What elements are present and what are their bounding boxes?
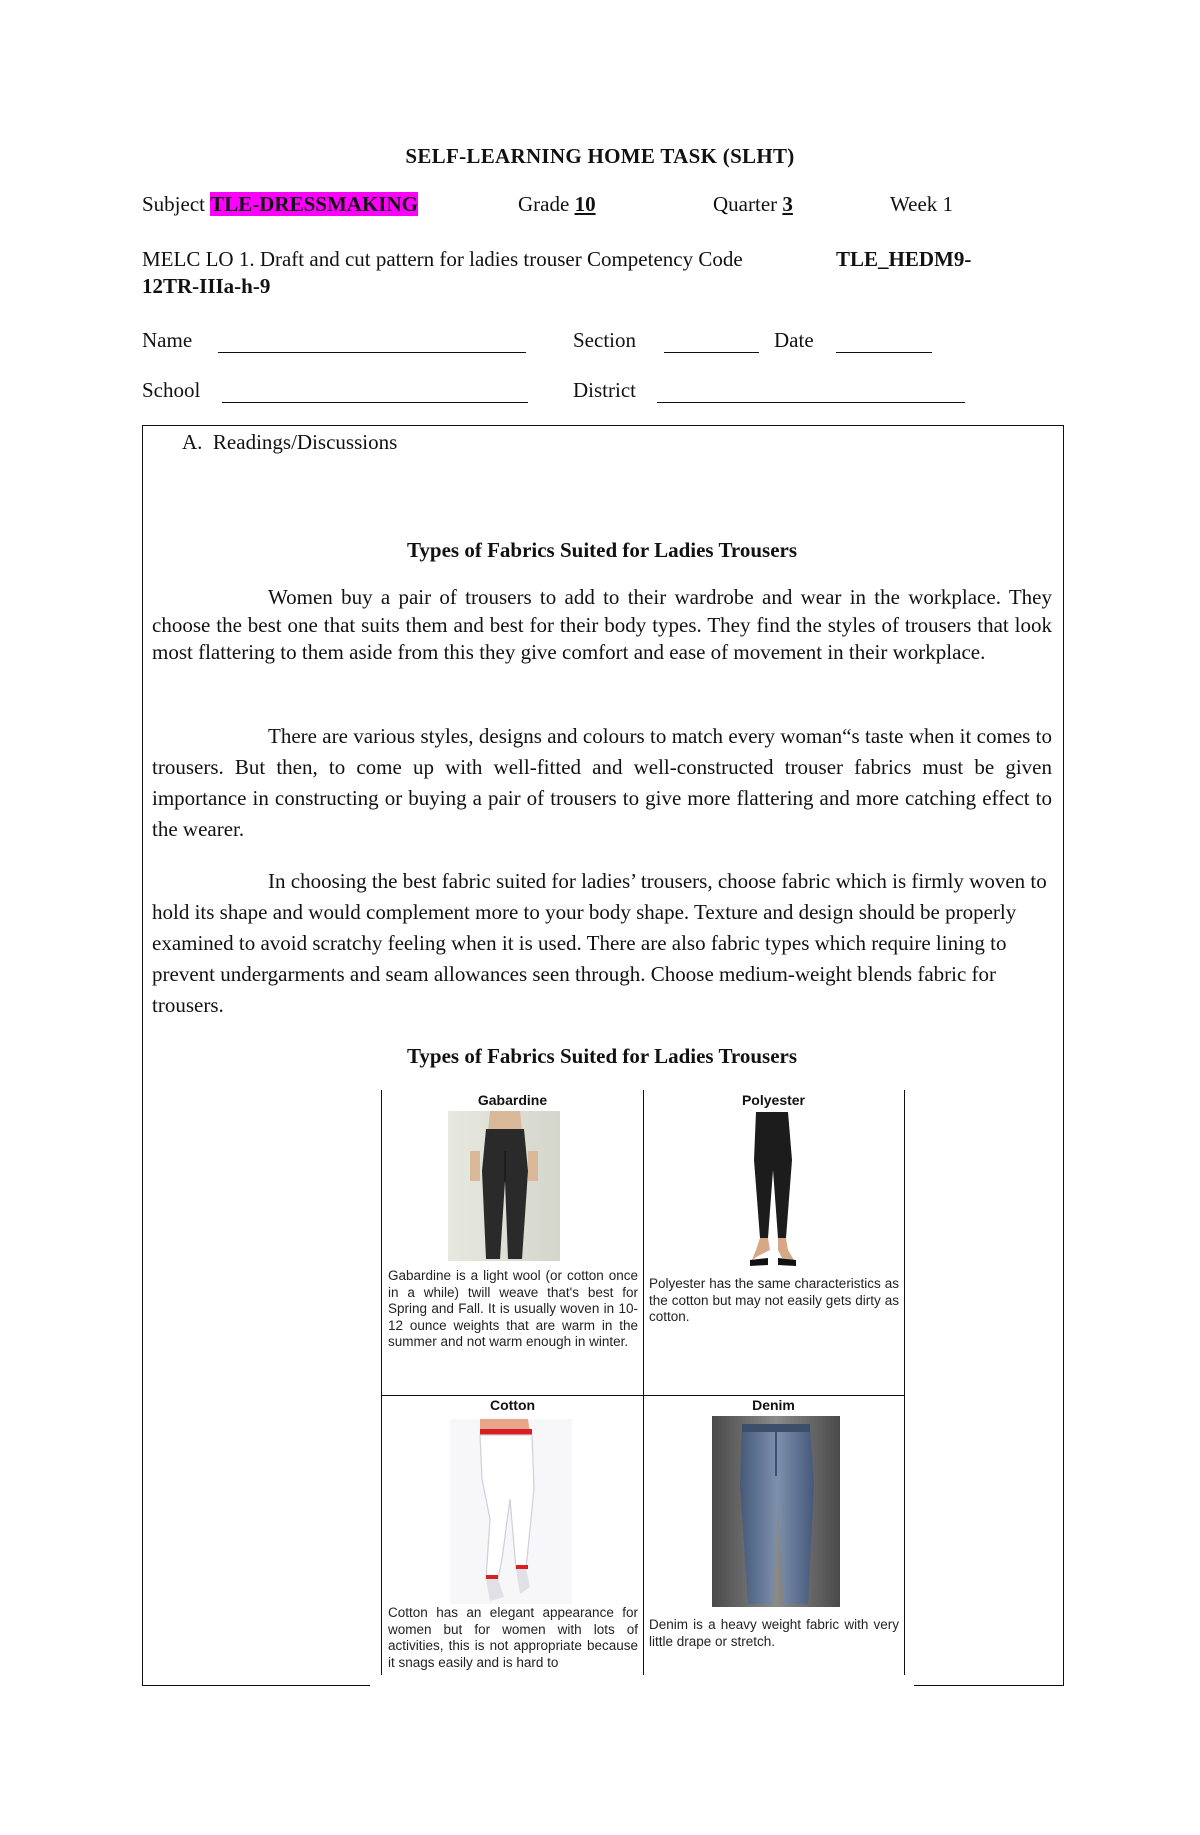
quarter-label: Quarter	[713, 192, 778, 216]
paragraph-2: There are various styles, designs and colours to match every woman“s taste when it comes to trousers. But then, to come up with well-fitted and well-constructed trouser fabrics must be given importance in constructing or buying a pair of trousers to give more flattering and more catching effect to the wearer.	[152, 724, 1052, 841]
fabric-name: Polyester	[741, 1092, 806, 1108]
name-label: Name	[142, 328, 193, 352]
paragraph-3: In choosing the best fabric suited for ladies’ trousers, choose fabric which is firmly woven to hold its shape and would complement more to your body shape. Texture and design should be properly examined to avoid scratchy feeling when it is used. There are also fabric types which require lining to prevent undergarments and seam allowances seen through. Choose medium-weight blends fabric for trousers.	[152, 869, 1047, 1017]
fabric-cell-cotton	[382, 1395, 643, 1675]
cotton-trousers-image	[450, 1419, 572, 1604]
readings-heading: A. Readings/Discussions	[182, 430, 398, 454]
box-bottom-left-border	[142, 1685, 370, 1686]
denim-trousers-image	[712, 1416, 840, 1607]
section-label: Section	[573, 328, 636, 352]
grade-label: Grade	[518, 192, 570, 216]
quarter-field	[713, 192, 793, 217]
table-title: Types of Fabrics Suited for Ladies Trousers	[406, 1044, 798, 1068]
school-label: School	[142, 378, 201, 402]
fabric-cell-polyester	[643, 1090, 904, 1395]
gabardine-trousers-image	[448, 1111, 560, 1261]
fabric-description: Polyester has the same characteristics as the cotton but may not easily gets dirty as cotton.	[649, 1276, 899, 1324]
grade-field	[518, 192, 596, 217]
fabric-description: Cotton has an elegant appearance for women but for women with lots of activities, this is not appropriate because it snags easily and is hard to	[388, 1605, 638, 1670]
subject-row	[142, 192, 418, 217]
school-field[interactable]	[222, 380, 528, 403]
fabric-description: Denim is a heavy weight fabric with very little drape or stretch.	[649, 1617, 899, 1649]
name-field[interactable]	[218, 330, 526, 353]
fabric-name: Cotton	[489, 1397, 536, 1413]
quarter-value: 3	[782, 192, 793, 216]
melc-text: MELC LO 1. Draft and cut pattern for ladies trouser Competency Code	[142, 247, 743, 271]
fabric-table	[381, 1090, 905, 1675]
district-label: District	[573, 378, 636, 402]
competency-code-part2: 12TR-IIIa-h-9	[142, 274, 271, 298]
paragraph-1: Women buy a pair of trousers to add to their wardrobe and wear in the workplace. They choose the best one that suits them and best for their body types. They find the styles of trousers that look most flattering to them aside from this they give comfort and ease of movement in their workplace.	[152, 585, 1052, 664]
section-field[interactable]	[664, 330, 759, 353]
grade-value: 10	[574, 192, 596, 216]
page-title: SELF-LEARNING HOME TASK (SLHT)	[405, 144, 795, 168]
polyester-trousers-image	[738, 1110, 808, 1270]
subject-value: TLE-DRESSMAKING	[210, 192, 418, 216]
week-label: Week 1	[890, 192, 954, 216]
fabric-name: Denim	[752, 1397, 795, 1413]
date-field[interactable]	[836, 330, 932, 353]
box-bottom-right-border	[914, 1685, 1063, 1686]
section-title: Types of Fabrics Suited for Ladies Trousers	[406, 538, 798, 562]
competency-code-part1: TLE_HEDM9-	[836, 247, 972, 271]
fabric-cell-gabardine	[382, 1090, 643, 1395]
subject-label: Subject	[142, 192, 205, 216]
fabric-name: Gabardine	[477, 1092, 548, 1108]
fabric-description: Gabardine is a light wool (or cotton once in a while) twill weave that's best for Spring and Fall. It is usually woven in 10-12 ounce weights that are warm in the summer and not warm enough in winter.	[388, 1268, 638, 1349]
date-label: Date	[774, 328, 814, 352]
district-field[interactable]	[657, 380, 965, 403]
fabric-cell-denim	[643, 1395, 904, 1675]
